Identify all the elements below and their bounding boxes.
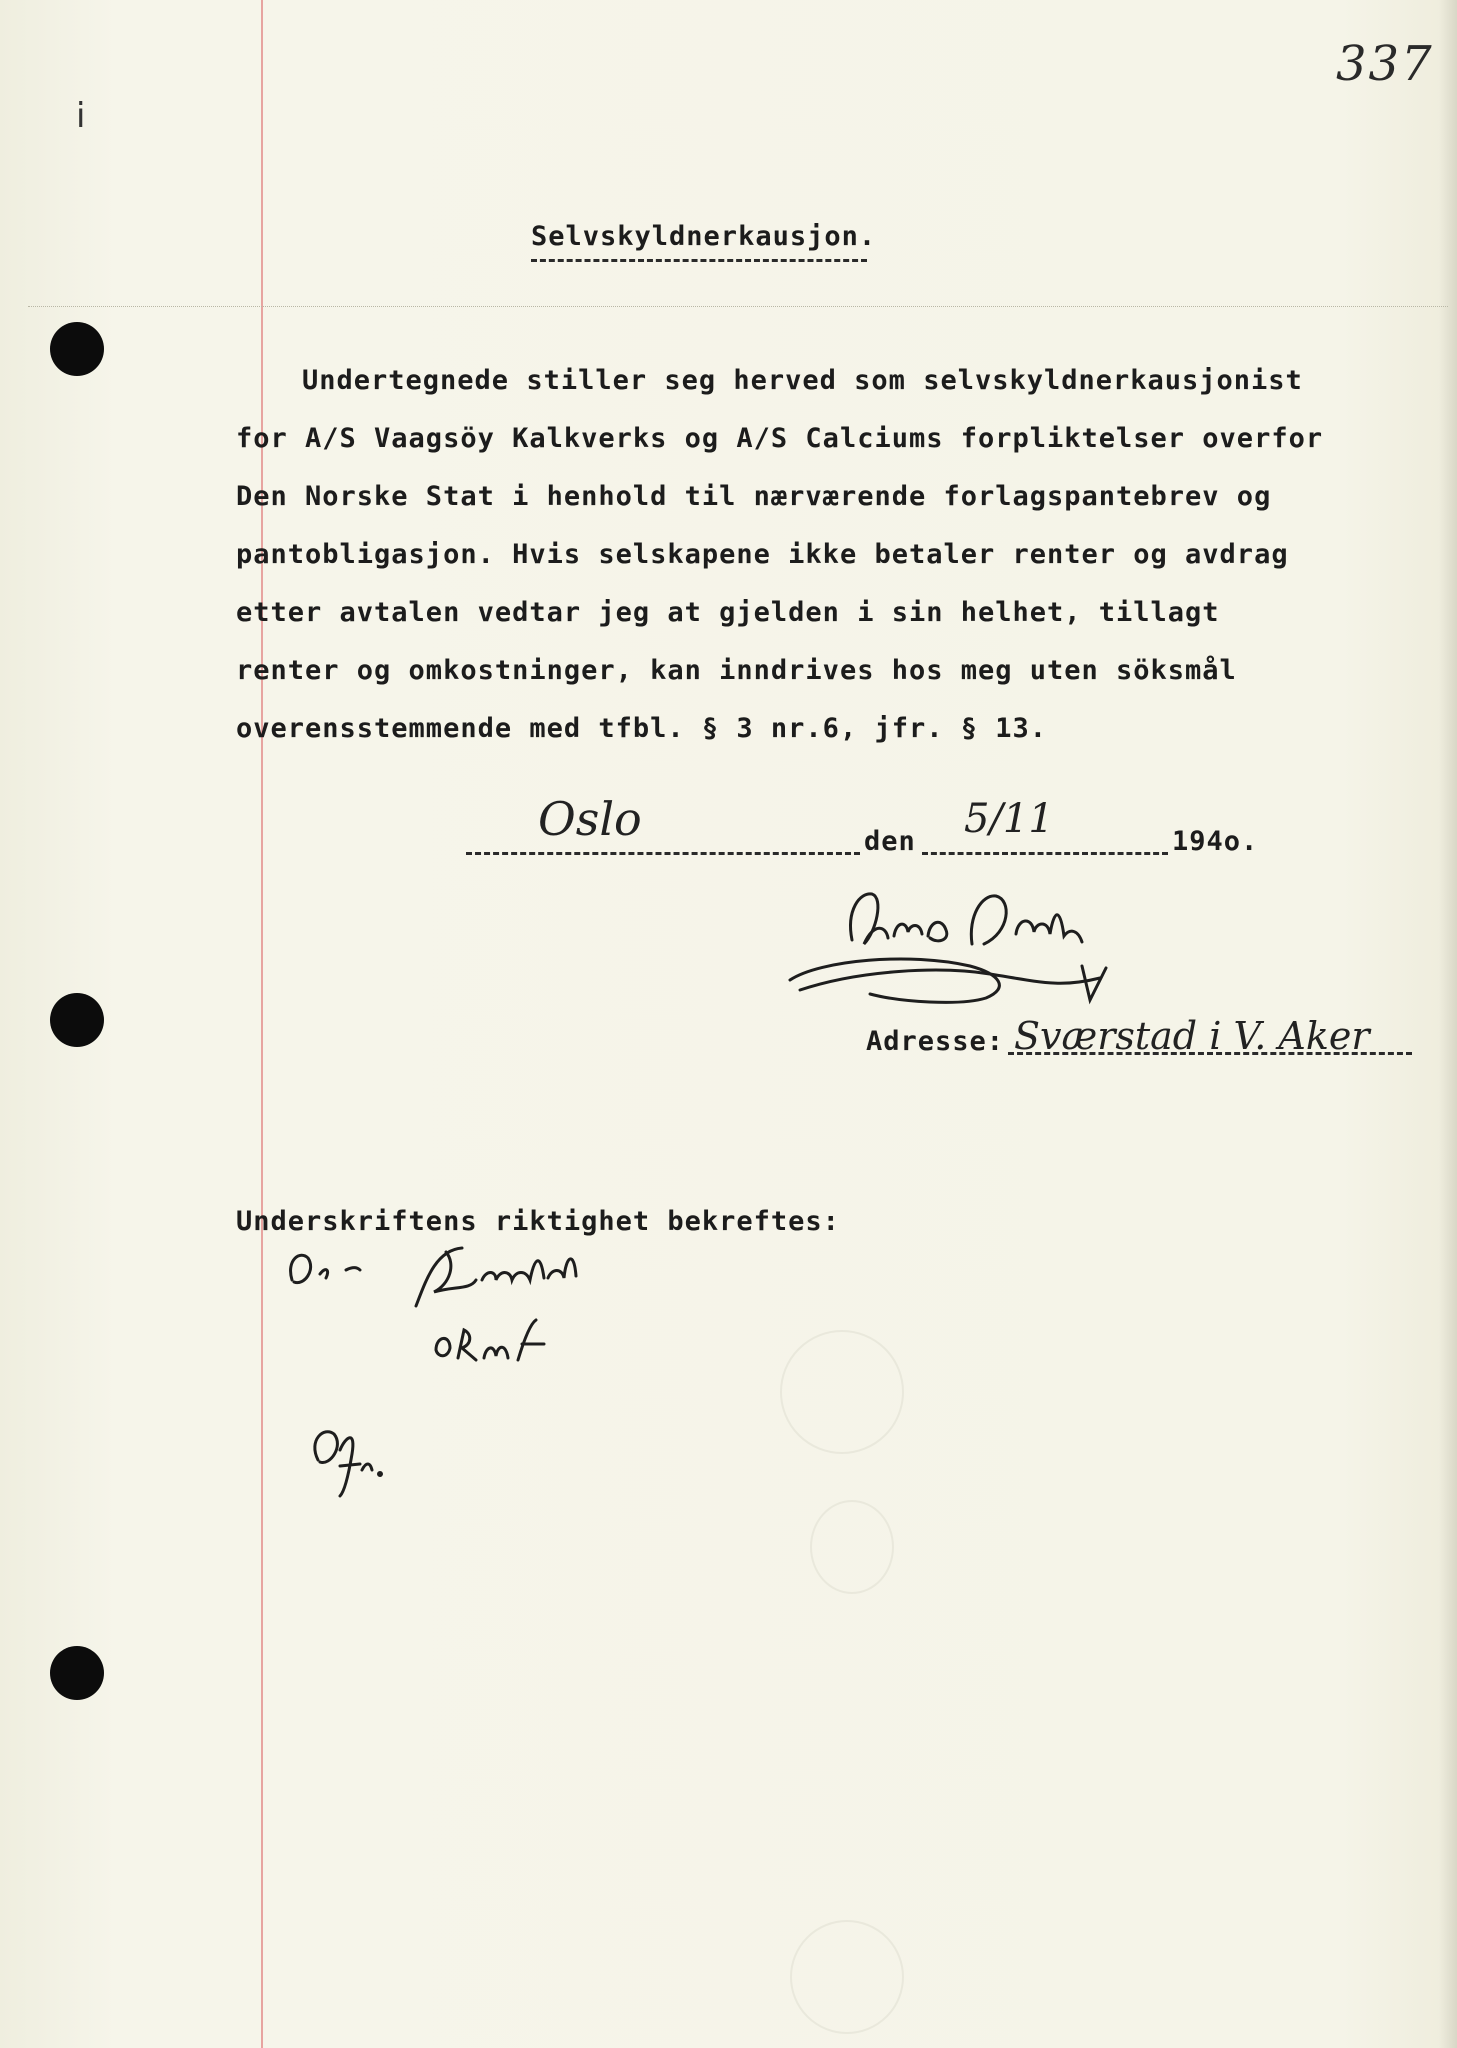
confirmation-label: Underskriftens riktighet bekreftes:: [236, 1206, 840, 1237]
date-handwritten: 5/11: [964, 796, 1054, 842]
year-label: 194o.: [1172, 826, 1259, 857]
place-handwritten: Oslo: [538, 792, 642, 846]
punch-hole-top: [50, 322, 104, 376]
date-line: [922, 852, 1168, 855]
adresse-line: [1008, 1052, 1412, 1055]
red-margin-line: [261, 0, 263, 2048]
place-line: [466, 852, 860, 855]
initials-mark: [300, 1420, 390, 1500]
punch-hole-middle: [50, 993, 104, 1047]
body-line: Den Norske Stat i henhold til nærværende forlagspantebrev og: [236, 481, 1272, 512]
ghost-stamp-3: [790, 1920, 904, 2034]
body-line: overensstemmende med tfbl. § 3 nr.6, jfr. § 13.: [236, 713, 1048, 744]
witness-signature: [286, 1240, 706, 1390]
ghost-stamp-2: [810, 1500, 894, 1594]
adresse-label: Adresse:: [866, 1026, 1005, 1057]
document-title: Selvskyldnerkausjon.: [531, 221, 877, 252]
body-line: pantobligasjon. Hvis selskapene ikke betaler renter og avdrag: [236, 539, 1289, 570]
adresse-handwritten: Sværstad i V. Aker: [1014, 1014, 1370, 1058]
page-number: 337: [1336, 36, 1434, 92]
body-line: renter og omkostninger, kan inndrives hos meg uten söksmål: [236, 655, 1237, 686]
body-line: etter avtalen vedtar jeg at gjelden i sin helhet, tillagt: [236, 597, 1220, 628]
punch-hole-bottom: [50, 1646, 104, 1700]
title-underline: [531, 259, 867, 262]
margin-tick-mark: ⅰ: [76, 96, 86, 136]
body-paragraph: [236, 352, 1366, 758]
body-line: Undertegnede stiller seg herved som selvskyldnerkausjonist: [302, 365, 1303, 396]
guarantor-signature: [760, 870, 1160, 1020]
den-label: den: [864, 826, 916, 857]
faint-rule: [28, 306, 1448, 307]
body-line: for A/S Vaagsöy Kalkverks og A/S Calciums forpliktelser overfor: [236, 423, 1324, 454]
page-edge-shadow: [1439, 0, 1457, 2048]
ghost-stamp-1: [780, 1330, 904, 1454]
